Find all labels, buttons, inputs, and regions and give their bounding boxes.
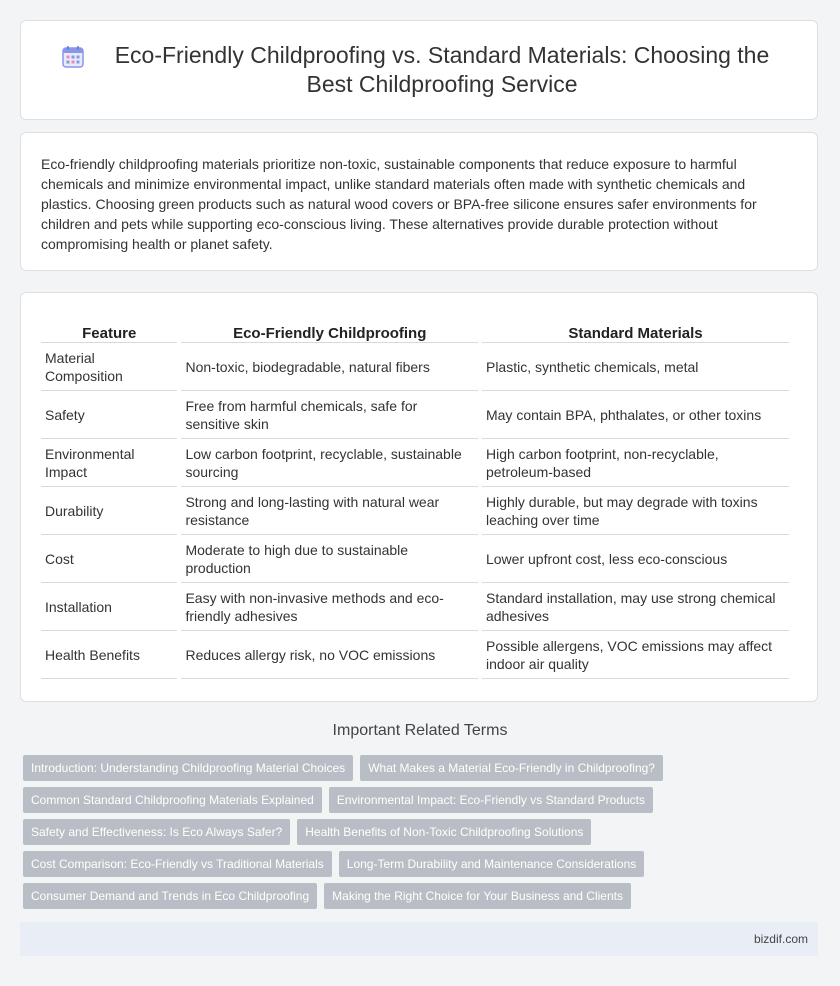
comparison-table (37, 313, 793, 679)
related-term-tag[interactable]: Consumer Demand and Trends in Eco Childproofing (23, 883, 317, 909)
cell-feature: Safety (41, 391, 177, 439)
cell-eco: Low carbon footprint, recyclable, sustainable sourcing (181, 439, 478, 487)
cell-feature: Durability (41, 487, 177, 535)
calendar-grid-icon (61, 45, 85, 69)
cell-feature: Environmental Impact (41, 439, 177, 487)
table-row (41, 583, 789, 631)
comparison-card (20, 292, 818, 702)
intro-text: Eco-friendly childproofing materials prioritize non-toxic, sustainable components that reduce exposure to harmful chemicals and minimize environmental impact, unlike standard materials often made with synthetic chemicals and plastics. Choosing green products such as natural wood covers or BPA-free silicone ensures safer environments for children and pets while supporting eco-conscious living. These alternatives provide durable protection without compromising health or planet safety. (41, 156, 757, 252)
cell-eco: Reduces allergy risk, no VOC emissions (181, 631, 478, 679)
intro-card (20, 132, 818, 271)
related-term-tag[interactable]: Cost Comparison: Eco-Friendly vs Traditional Materials (23, 851, 332, 877)
cell-standard: Plastic, synthetic chemicals, metal (482, 343, 789, 391)
cell-standard: May contain BPA, phthalates, or other toxins (482, 391, 789, 439)
cell-feature: Installation (41, 583, 177, 631)
title-wrap (61, 41, 777, 99)
cell-standard: High carbon footprint, non-recyclable, petroleum-based (482, 439, 789, 487)
cell-standard: Standard installation, may use strong chemical adhesives (482, 583, 789, 631)
related-term-tag[interactable]: Making the Right Choice for Your Business and Clients (324, 883, 631, 909)
related-term-tag[interactable]: What Makes a Material Eco-Friendly in Childproofing? (360, 755, 663, 781)
cell-standard: Highly durable, but may degrade with toxins leaching over time (482, 487, 789, 535)
footer-brand-link[interactable]: bizdif.com (753, 932, 808, 946)
page-title: Eco-Friendly Childproofing vs. Standard Materials: Choosing the Best Childproofing Service (114, 42, 770, 97)
footer (20, 922, 818, 956)
table-row (41, 487, 789, 535)
cell-eco: Non-toxic, biodegradable, natural fibers (181, 343, 478, 391)
cell-standard: Possible allergens, VOC emissions may affect indoor air quality (482, 631, 789, 679)
table-row (41, 343, 789, 391)
cell-feature: Health Benefits (41, 631, 177, 679)
cell-standard: Lower upfront cost, less eco-conscious (482, 535, 789, 583)
related-term-tag[interactable]: Health Benefits of Non-Toxic Childproofing Solutions (297, 819, 591, 845)
cell-eco: Moderate to high due to sustainable production (181, 535, 478, 583)
related-term-tag[interactable]: Introduction: Understanding Childproofing Material Choices (23, 755, 353, 781)
header-feature: Feature (41, 313, 177, 343)
related-terms-list (23, 755, 813, 909)
related-terms-heading: Important Related Terms (332, 722, 508, 739)
table-row (41, 439, 789, 487)
cell-feature: Material Composition (41, 343, 177, 391)
header-eco-friendly: Eco-Friendly Childproofing (181, 313, 478, 343)
table-row (41, 391, 789, 439)
cell-eco: Strong and long-lasting with natural wear resistance (181, 487, 478, 535)
table-header-row (41, 313, 789, 343)
table-row (41, 631, 789, 679)
related-term-tag[interactable]: Long-Term Durability and Maintenance Considerations (339, 851, 645, 877)
table-row (41, 535, 789, 583)
cell-feature: Cost (41, 535, 177, 583)
cell-eco: Easy with non-invasive methods and eco-friendly adhesives (181, 583, 478, 631)
related-term-tag[interactable]: Environmental Impact: Eco-Friendly vs Standard Products (329, 787, 653, 813)
related-term-tag[interactable]: Common Standard Childproofing Materials Explained (23, 787, 322, 813)
cell-eco: Free from harmful chemicals, safe for sensitive skin (181, 391, 478, 439)
title-card (20, 20, 818, 120)
related-term-tag[interactable]: Safety and Effectiveness: Is Eco Always Safer? (23, 819, 290, 845)
header-standard: Standard Materials (482, 313, 789, 343)
